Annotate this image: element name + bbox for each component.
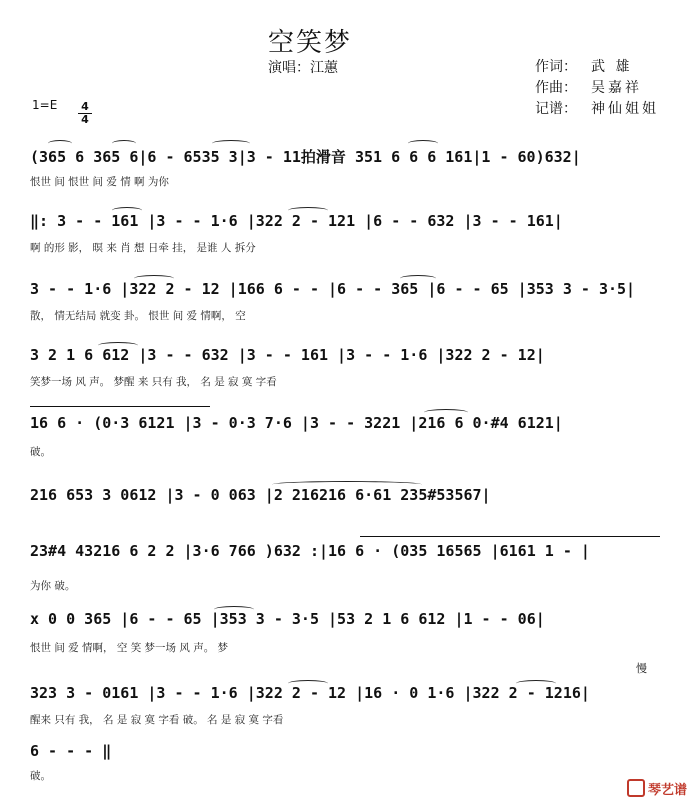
lyric-row: 散， 情无结局 就变 卦。 恨世 间 爱 情啊， 空	[30, 310, 246, 322]
watermark	[627, 779, 687, 798]
credit-lyricist	[535, 57, 659, 78]
credit-value: 武 雄	[591, 59, 633, 75]
time-signature-bottom: 4	[81, 113, 89, 126]
slur	[212, 140, 250, 147]
notation-row: x 0 0 365 |6 - - 65 |353 3 - 3·5 |53 2 1 6 612 |1 - - 06|	[30, 610, 545, 628]
notation-row: 323 3 - 0161 |3 - - 1·6 |322 2 - 12 |16 · 0 1·6 |322 2 - 1216|	[30, 684, 590, 702]
slur	[112, 207, 142, 214]
logo-icon	[627, 779, 645, 797]
credit-label: 作曲：	[535, 80, 577, 96]
notation-row: ‖: 3 - - 161 |3 - - 1·6 |322 2 - 121 |6 - - 632 |3 - - 161|	[30, 212, 563, 230]
credit-value: 吴嘉祥	[591, 80, 642, 96]
time-signature-top: 4	[78, 101, 92, 114]
notation-row: (365 6 365 6|6 - 6535 3|3 - 11拍滑音 351 6 6 6 161|1 - 60)632|	[30, 148, 581, 166]
notation-row: 16 6 · (0·3 6121 |3 - 0·3 7·6 |3 - - 3221 |216 6 0·#4 6121|	[30, 414, 563, 432]
slur	[98, 342, 138, 349]
credit-composer	[535, 78, 659, 99]
slur	[134, 275, 174, 282]
credits-block	[535, 57, 659, 120]
slur	[400, 275, 436, 282]
notation-row: 6 - - - ‖	[30, 742, 112, 760]
slur	[516, 680, 556, 687]
lyric-row: 啊 的形 影， 暝 来 肖 想 日牵 挂， 是谁 人 拆分	[30, 242, 256, 254]
volta-bracket	[360, 536, 660, 537]
slur	[112, 140, 136, 147]
lyric-row: 破。	[30, 770, 51, 782]
credit-label: 作词：	[535, 59, 577, 75]
lyric-row: 破。	[30, 446, 51, 458]
slur	[424, 409, 468, 416]
notation-row: 3 2 1 6 612 |3 - - 632 |3 - - 161 |3 - - 1·6 |322 2 - 12|	[30, 346, 545, 364]
singer-credit: 演唱：江蕙	[268, 60, 338, 76]
slur	[214, 606, 254, 613]
credit-transcriber	[535, 99, 659, 120]
volta-bracket	[30, 406, 210, 407]
tempo-note: 慢	[636, 662, 647, 675]
key-signature: 1=E	[32, 98, 58, 112]
lyric-row: 为你 破。	[30, 580, 76, 592]
credit-label: 记谱：	[535, 101, 577, 117]
song-title: 空笑梦	[267, 28, 352, 58]
notation-row: 23#4 43216 6 2 2 |3·6 766 )632 :|16 6 · (035 16565 |6161 1 - |	[30, 542, 590, 560]
notation-row: 3 - - 1·6 |322 2 - 12 |166 6 - - |6 - - 365 |6 - - 65 |353 3 - 3·5|	[30, 280, 636, 298]
slur	[272, 481, 422, 488]
lyric-row: 恨世 间 爱 情啊， 空 笑 梦一场 风 声。 梦	[30, 642, 229, 654]
lyric-row: 笑梦一场 风 声。 梦醒 来 只有 我， 名 是 寂 寞 字看	[30, 376, 277, 388]
time-signature	[78, 101, 92, 125]
watermark-text: 琴艺谱	[647, 783, 687, 798]
slur	[288, 680, 328, 687]
notation-row: 216 653 3 0612 |3 - 0 063 |2 216216 6·61 235#53567|	[30, 486, 491, 504]
lyric-row: 醒来 只有 我， 名 是 寂 寞 字看 破。 名 是 寂 寞 字看	[30, 714, 284, 726]
lyric-row: 恨世 间 恨世 间 爱 情 啊 为你	[30, 176, 169, 188]
slur	[288, 207, 328, 214]
slur	[408, 140, 438, 147]
slur	[48, 140, 72, 147]
credit-value: 神仙姐姐	[591, 101, 659, 117]
lyric-row	[30, 514, 666, 528]
